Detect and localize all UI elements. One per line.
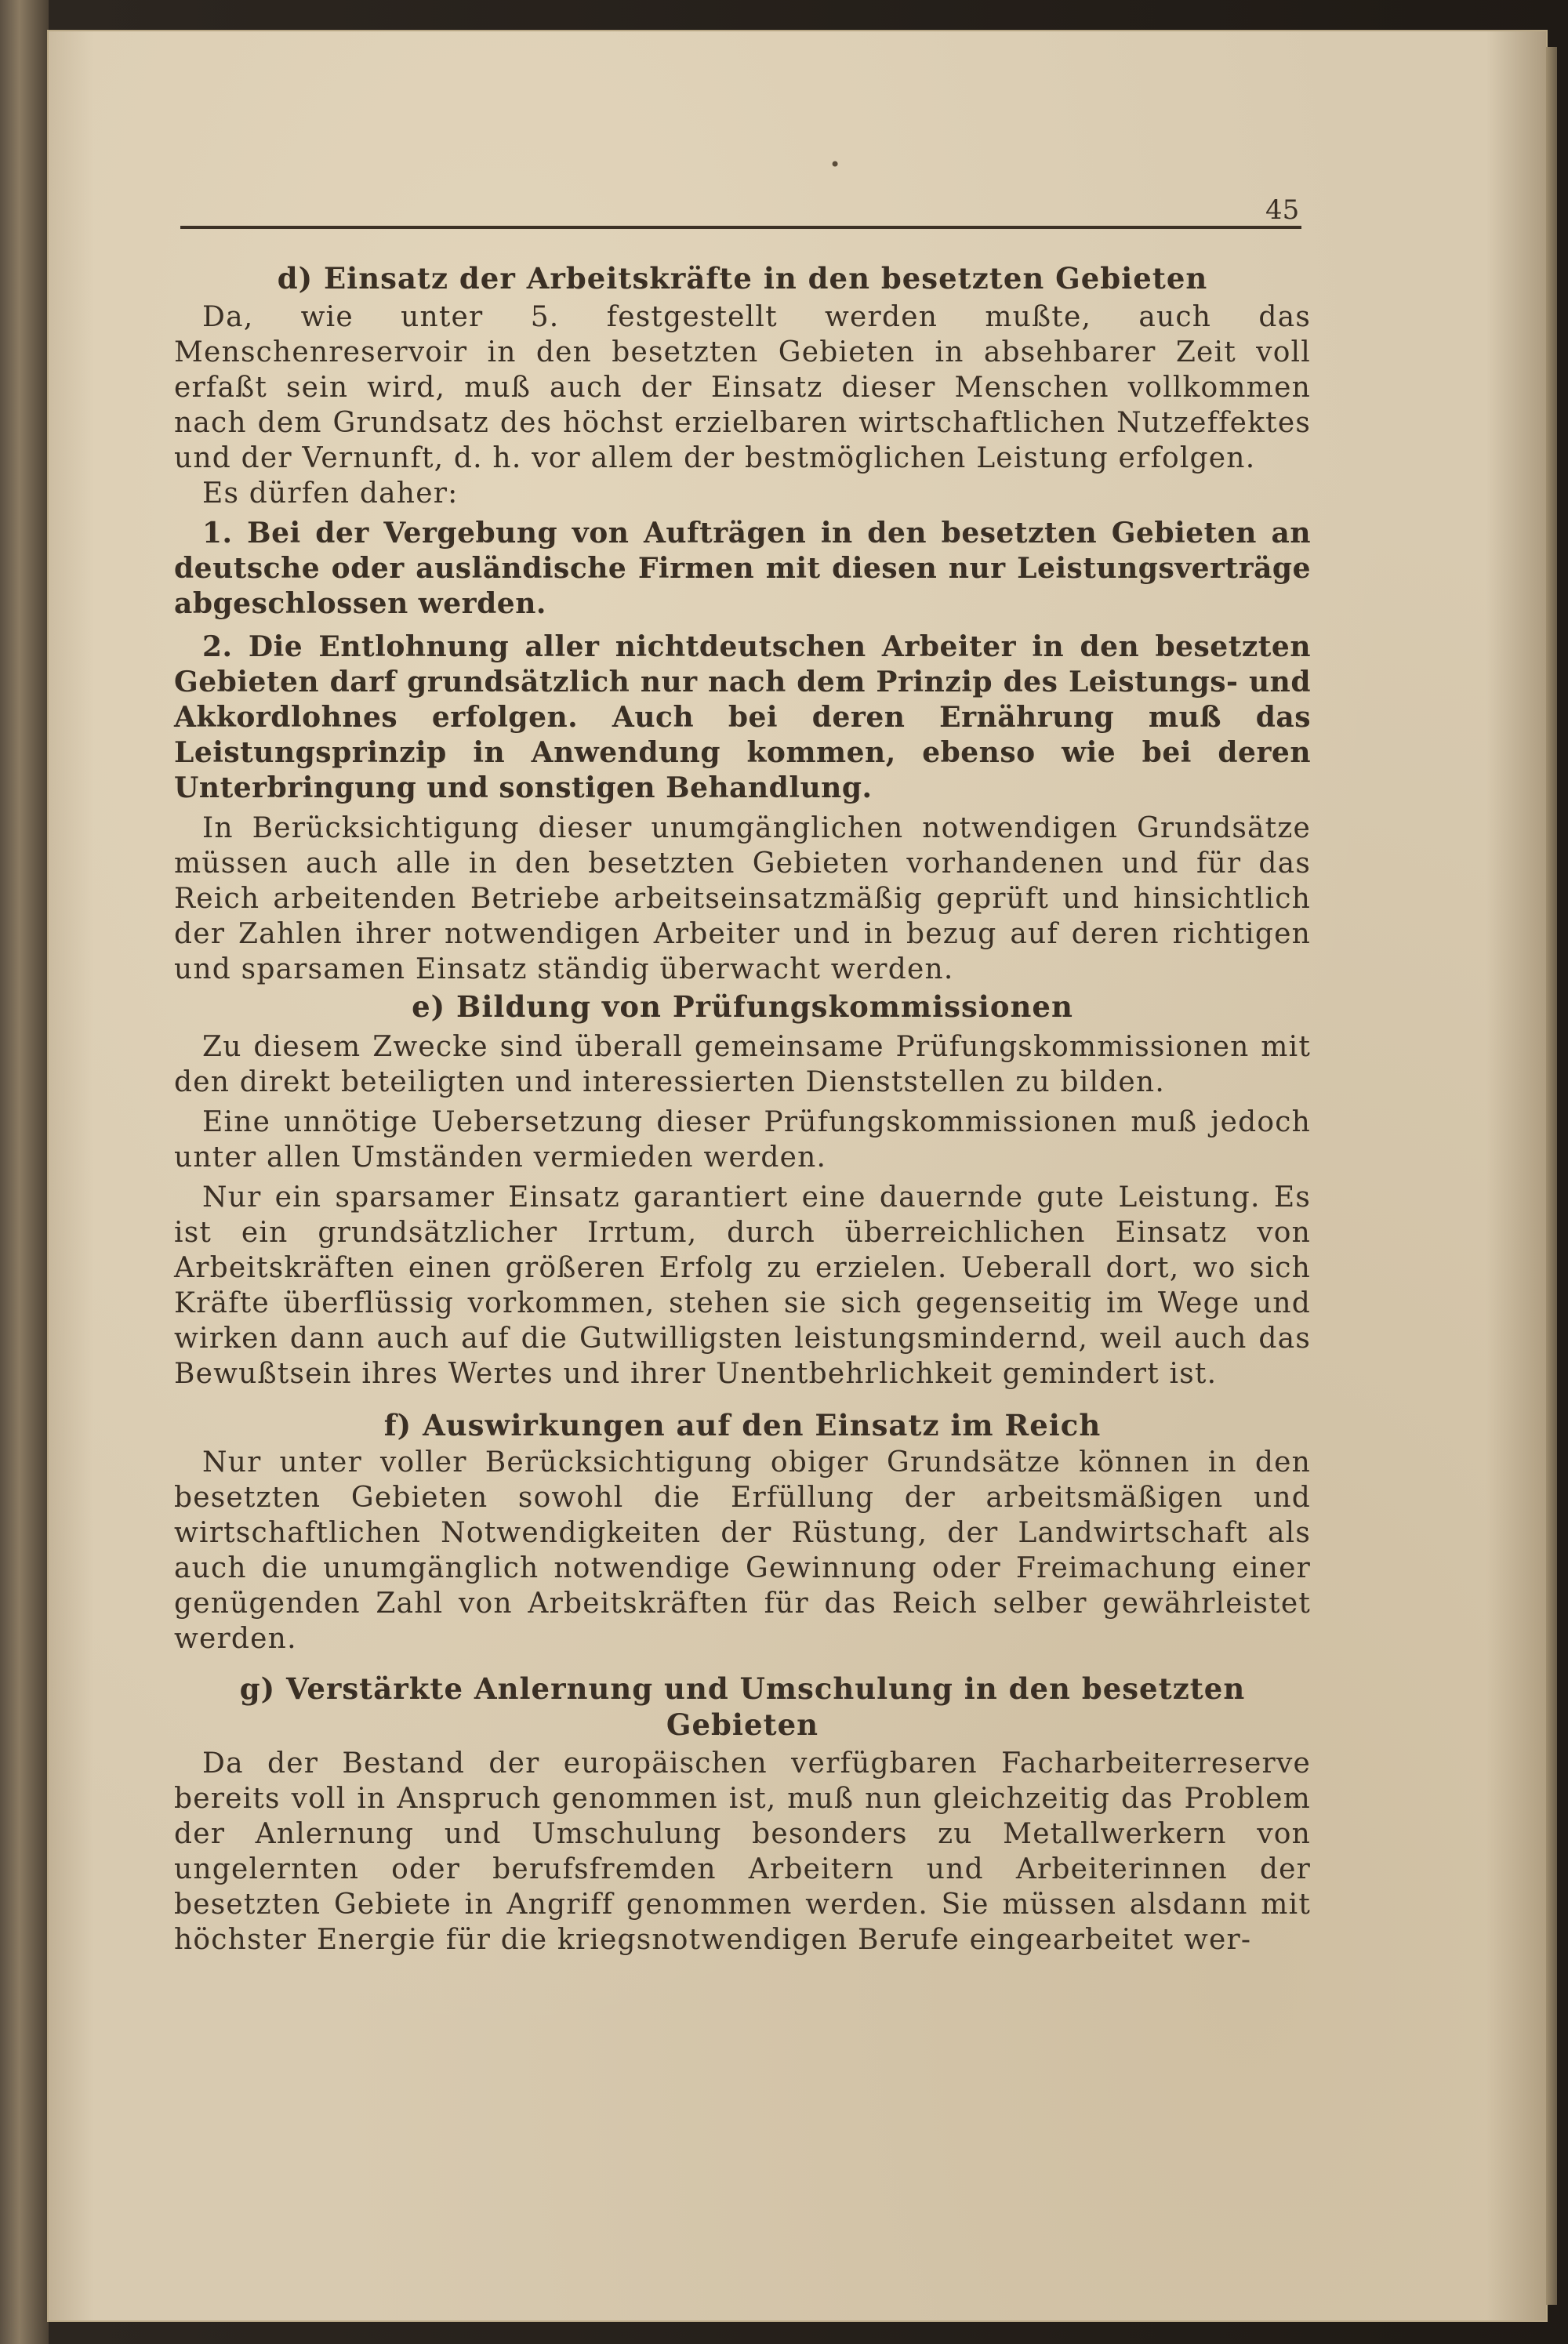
page-content [174,251,1311,1958]
page-number: 45 [1265,194,1300,226]
section-f-paragraph-1: Nur unter voller Berücksichtigung obiger Grundsätze können in den besetzten Gebieten sowohl die Erfüllung der arbeitsmäßigen und wirtschaftlichen Notwendigkeiten der Rüstung, der Landwirtschaft als auch die unumgänglich notwendige Gewinnung oder Freimachung einer genügenden Zahl von Arbeitskräften für das Reich selber gewährleistet werden. [174,1446,1311,1655]
section-g-paragraph-1: Da der Bestand der europäischen verfügbaren Facharbeiterreserve bereits voll in Anspruch genommen ist, muß nun gleichzeitig das Problem der Anlernung und Umschulung besonders zu Metallwerkern von ungelernten oder berufsfremden Arbeitern und Arbeiterinnen der besetzten Gebiete in Angriff genommen werden. Sie müssen alsdann mit höchster Energie für die kriegsnotwendigen Berufe eingearbeitet wer- [174,1747,1311,1956]
section-d-item-2: 2. Die Entlohnung aller nichtdeutschen Arbeiter in den besetzten Gebieten darf grundsätzlich nur nach dem Prinzip des Leistungs- und Akkordlohnes erfolgen. Auch bei deren Ernährung muß das Leistungsprinzip in Anwendung kommen, ebenso wie bei deren Unterbringung und sonstigen Behandlung. [174,630,1311,804]
section-d-paragraph-3: In Berücksichtigung dieser unumgänglichen notwendigen Grundsätze müssen auch alle in den besetzten Gebieten vorhandenen und für das Reich arbeitenden Betriebe arbeitseinsatzmäßig geprüft und hinsichtlich der Zahlen ihrer notwendigen Arbeiter und in bezug auf deren richtigen und sparsamen Einsatz ständig überwacht werden. [174,812,1311,985]
section-d-heading: d) Einsatz der Arbeitskräfte in den besetzten Gebieten [277,261,1208,296]
section-d-paragraph-2: Es dürfen daher: [202,477,459,510]
header-rule [180,226,1301,229]
section-g-heading: g) Verstärkte Anlernung und Umschulung in den besetzten Gebieten [239,1671,1246,1742]
section-f-heading: f) Auswirkungen auf den Einsatz im Reich [383,1408,1102,1442]
page-edge [1546,47,1557,2305]
book-binding [0,0,49,2344]
section-d-item-1: 1. Bei der Vergebung von Aufträgen in den besetzten Gebieten an deutsche oder ausländische Firmen mit diesen nur Leistungsverträge abgeschlossen werden. [174,517,1311,620]
top-mark: • [829,154,841,176]
section-e-paragraph-2: Eine unnötige Uebersetzung dieser Prüfungskommissionen muß jedoch unter allen Umständen vermieden werden. [174,1106,1311,1174]
section-e-heading: e) Bildung von Prüfungskommissionen [412,989,1073,1024]
section-d-paragraph-1: Da, wie unter 5. festgestellt werden mußte, auch das Menschenreservoir in den besetzten Gebieten in absehbarer Zeit voll erfaßt sein wird, muß auch der Einsatz dieser Menschen vollkommen nach dem Grundsatz des höchst erzielbaren wirtschaftlichen Nutzeffektes und der Vernunft, d. h. vor allem der bestmöglichen Leistung erfolgen. [174,301,1311,474]
section-e-paragraph-1: Zu diesem Zwecke sind überall gemeinsame Prüfungskommissionen mit den direkt beteiligten und interessierten Dienststellen zu bilden. [174,1031,1311,1098]
section-e-paragraph-3: Nur ein sparsamer Einsatz garantiert eine dauernde gute Leistung. Es ist ein grundsätzlicher Irrtum, durch überreichlichen Einsatz von Arbeitskräften einen größeren Erfolg zu erzielen. Ueberall dort, wo sich Kräfte überflüssig vorkommen, stehen sie sich gegenseitig im Wege und wirken dann auch auf die Gutwilligsten leistungsmindernd, weil auch das Bewußtsein ihres Wertes und ihrer Unentbehrlichkeit gemindert ist. [174,1181,1311,1390]
